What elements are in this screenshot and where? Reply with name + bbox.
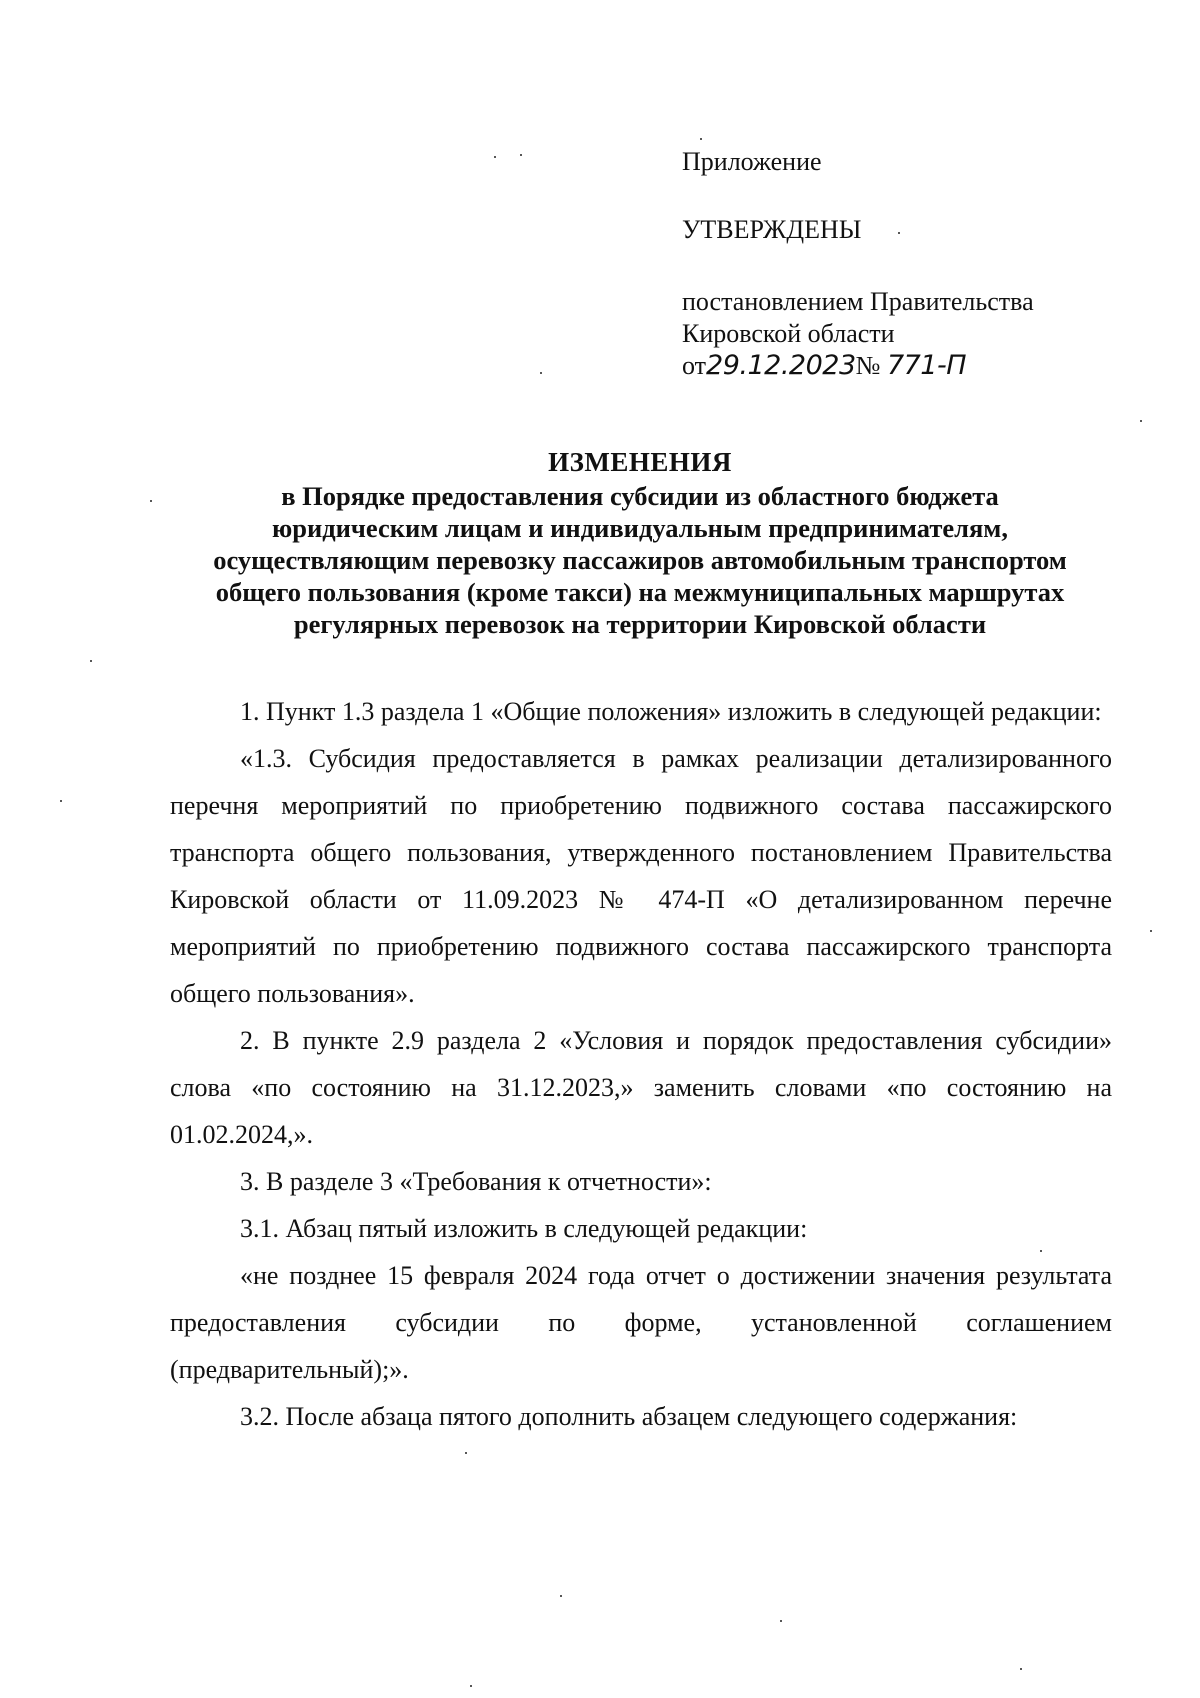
paragraph-3: 3. В разделе 3 «Требования к отчетности»: [240, 1167, 712, 1196]
scan-speck [898, 232, 900, 234]
approved-label: УТВЕРЖДЕНЫ [682, 215, 862, 244]
scan-speck [1150, 930, 1152, 932]
handwritten-number: 771-П [886, 350, 967, 381]
document-body [170, 688, 1112, 1440]
subtitle-line: осуществляющим перевозку пассажиров автомобильным транспортом [213, 545, 1067, 575]
scan-speck [90, 660, 92, 662]
approval-stamp [682, 146, 1162, 382]
scan-speck [1140, 420, 1142, 422]
subtitle-line: общего пользования (кроме такси) на межмуниципальных маршрутах [215, 577, 1065, 607]
scan-speck [1040, 1250, 1042, 1252]
decree-date-number [682, 350, 1162, 382]
approved-by-line-1: постановлением Правительства [682, 287, 1034, 316]
paragraph-1-quote: «1.3. Субсидия предоставляется в рамках реализации детализированного перечня мероприятий по приобретению подвижного состава пассажирского транспорта общего пользования, утвержденного постановлением Правительства Кировской области от 11.09.2023 № 474-П «О детализированном перечне мероприятий по приобретению подвижного состава пассажирского транспорта общего пользования». [170, 744, 1112, 1008]
scan-speck [1020, 1668, 1022, 1670]
date-prefix: от [682, 351, 707, 380]
scan-speck [150, 500, 152, 502]
document-title: ИЗМЕНЕНИЯ [548, 447, 732, 477]
paragraph-3-1-quote: «не позднее 15 февраля 2024 года отчет о достижении значения результата предоставления субсидии по форме, установленной соглашением (предварительный);». [170, 1261, 1112, 1384]
scan-speck [470, 1685, 472, 1687]
subtitle-line: в Порядке предоставления субсидии из областного бюджета [281, 481, 999, 511]
scan-speck [60, 800, 62, 802]
document-heading [110, 446, 1170, 640]
approved-by-line-2: Кировской области [682, 319, 895, 348]
subtitle-line: регулярных перевозок на территории Кировской области [293, 609, 987, 639]
subtitle-line: юридическим лицам и индивидуальным предпринимателям, [272, 513, 1008, 543]
scan-speck [560, 1595, 562, 1597]
scan-speck [465, 1452, 467, 1454]
paragraph-2: 2. В пункте 2.9 раздела 2 «Условия и порядок предоставления субсидии» слова «по состоянию на 31.12.2023,» заменить словами «по состоянию на 01.02.2024,». [170, 1026, 1112, 1149]
paragraph-1: 1. Пункт 1.3 раздела 1 «Общие положения» изложить в следующей редакции: [240, 697, 1102, 726]
scan-speck [780, 1620, 782, 1622]
scan-speck [494, 156, 496, 158]
appendix-label: Приложение [682, 147, 822, 176]
scan-speck [520, 154, 522, 156]
scan-speck [540, 372, 542, 374]
paragraph-3-1: 3.1. Абзац пятый изложить в следующей редакции: [240, 1214, 808, 1243]
scan-speck [700, 138, 702, 140]
handwritten-date: 29.12.2023 [706, 350, 856, 381]
number-prefix: № [855, 351, 881, 380]
paragraph-3-2: 3.2. После абзаца пятого дополнить абзацем следующего содержания: [240, 1402, 1018, 1431]
